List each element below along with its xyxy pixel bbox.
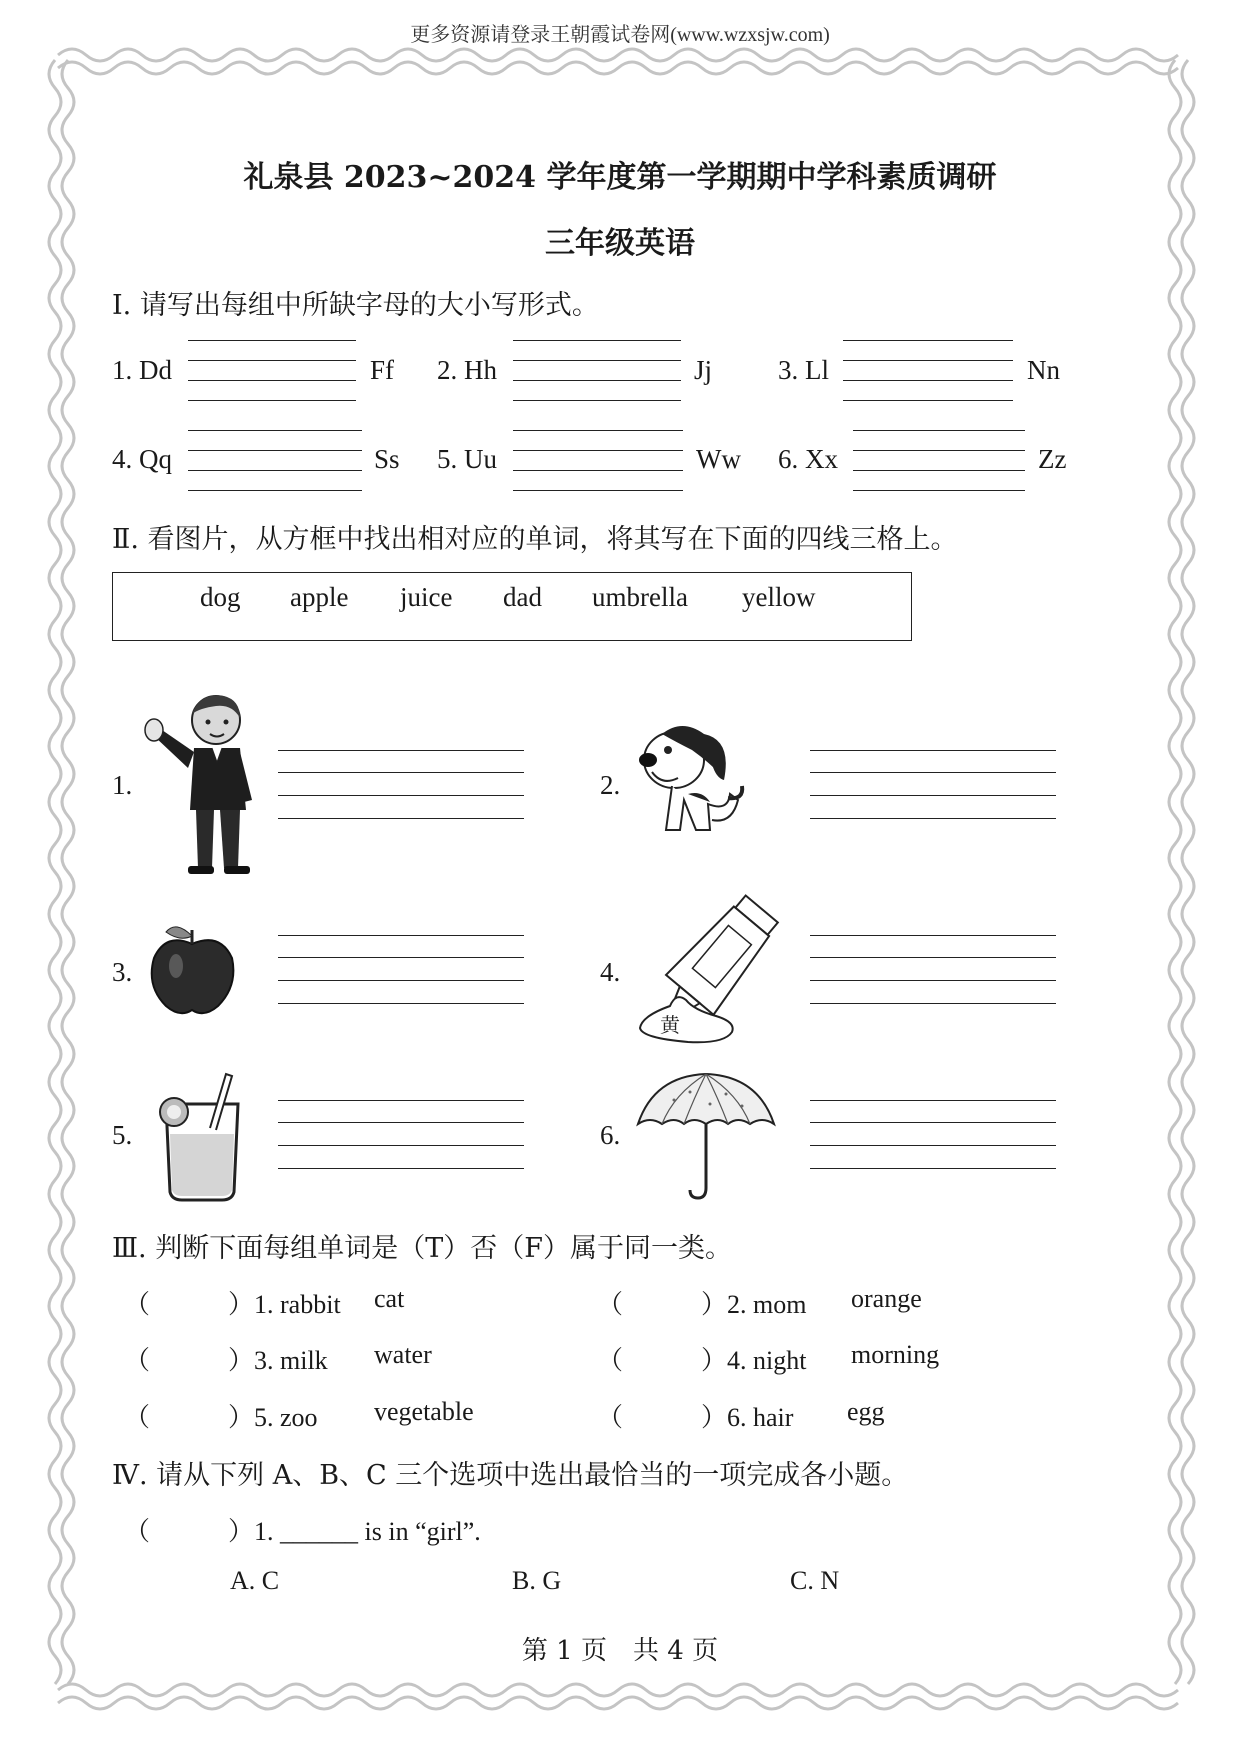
s2-answer-lines-6[interactable] <box>810 1100 1056 1168</box>
s1-item5-right: Ww <box>696 444 741 474</box>
s1-item4-right: Ss <box>374 444 400 474</box>
answer-parenthesis[interactable]: （ ） <box>597 1290 728 1319</box>
watermark: 更多资源请登录王朝霞试卷网(www.wzxsjw.com) <box>410 24 830 46</box>
tf-item-6: （ ）6. hair egg <box>597 1397 885 1432</box>
s1-item6-right: Zz <box>1038 444 1067 474</box>
answer-parenthesis[interactable]: （ ） <box>124 1346 255 1375</box>
tf-item-3: （ ）3. milk water <box>124 1340 432 1375</box>
juice-glass-picture <box>156 1072 252 1202</box>
section1-heading: I. 请写出每组中所缺字母的大小写形式。 <box>112 290 599 321</box>
s1-answer-lines-4[interactable] <box>188 430 362 490</box>
word-bank-item: dad <box>503 582 542 612</box>
option-a[interactable]: A. C <box>230 1566 280 1595</box>
page-title: 礼泉县 2023~2024 学年度第一学期期中学科素质调研 <box>243 160 997 195</box>
s2-answer-lines-5[interactable] <box>278 1100 524 1168</box>
s1-item1: 1. Dd <box>112 355 172 385</box>
s2-answer-lines-4[interactable] <box>810 935 1056 1003</box>
word-bank-item: juice <box>400 582 453 612</box>
s2-item5-num: 5. <box>112 1120 133 1150</box>
s1-item2-right: Jj <box>694 355 713 385</box>
s2-item2-num: 2. <box>600 770 621 800</box>
s1-item6: 6. Xx <box>778 444 838 474</box>
s1-item1-right: Ff <box>370 355 395 385</box>
s1-item2: 2. Hh <box>437 355 497 385</box>
word-bank-item: apple <box>290 582 349 612</box>
page-footer: 第 1 页 共 4 页 <box>521 1636 719 1666</box>
s1-item3-right: Nn <box>1027 355 1060 385</box>
tf-item-4: （ ）4. night morning <box>597 1340 940 1375</box>
s2-item1-num: 1. <box>112 770 133 800</box>
s1-answer-lines-5[interactable] <box>513 430 683 490</box>
s2-item6-num: 6. <box>600 1120 621 1150</box>
answer-parenthesis[interactable]: （ ） <box>597 1346 728 1375</box>
s1-answer-lines-1[interactable] <box>188 340 356 400</box>
tf-item-2: （ ）2. mom orange <box>597 1284 922 1319</box>
section4-heading: Ⅳ. 请从下列 A、B、C 三个选项中选出最恰当的一项完成各小题。 <box>112 1460 909 1491</box>
s1-answer-lines-2[interactable] <box>513 340 681 400</box>
s1-item4: 4. Qq <box>112 444 172 474</box>
word-bank-item: umbrella <box>592 582 688 612</box>
paint-color-label: 黄 <box>660 1013 680 1037</box>
dog-picture <box>632 720 752 845</box>
s1-item5: 5. Uu <box>437 444 497 474</box>
s2-item3-num: 3. <box>112 957 133 987</box>
answer-parenthesis[interactable]: （ ） <box>124 1517 255 1546</box>
option-b[interactable]: B. G <box>512 1566 562 1595</box>
paint-tube-picture <box>636 892 786 1050</box>
s2-answer-lines-3[interactable] <box>278 935 524 1003</box>
s2-answer-lines-2[interactable] <box>810 750 1056 818</box>
section3-heading: Ⅲ. 判断下面每组单词是（T）否（F）属于同一类。 <box>112 1233 732 1264</box>
word-bank-item: dog <box>200 582 241 612</box>
tf-item-5: （ ）5. zoo vegetable <box>124 1397 474 1432</box>
section2-heading: Ⅱ. 看图片，从方框中找出相对应的单词，将其写在下面的四线三格上。 <box>112 524 958 555</box>
answer-parenthesis[interactable]: （ ） <box>124 1290 255 1319</box>
man-waving-picture <box>140 690 270 880</box>
question-stem: 1. ______ is in “girl”. <box>254 1517 481 1546</box>
mc-question-1 <box>124 1511 481 1548</box>
answer-parenthesis[interactable]: （ ） <box>124 1403 255 1432</box>
umbrella-picture <box>634 1070 778 1202</box>
page-subtitle: 三年级英语 <box>545 226 695 261</box>
tf-item-1: （ ）1. rabbit cat <box>124 1284 405 1319</box>
word-bank-item: yellow <box>742 582 816 612</box>
s1-answer-lines-6[interactable] <box>853 430 1025 490</box>
s1-answer-lines-3[interactable] <box>843 340 1013 400</box>
apple-picture <box>146 922 240 1018</box>
answer-parenthesis[interactable]: （ ） <box>597 1403 728 1432</box>
s2-answer-lines-1[interactable] <box>278 750 524 818</box>
s1-item3: 3. Ll <box>778 355 829 385</box>
s2-item4-num: 4. <box>600 957 621 987</box>
option-c[interactable]: C. N <box>790 1566 840 1595</box>
